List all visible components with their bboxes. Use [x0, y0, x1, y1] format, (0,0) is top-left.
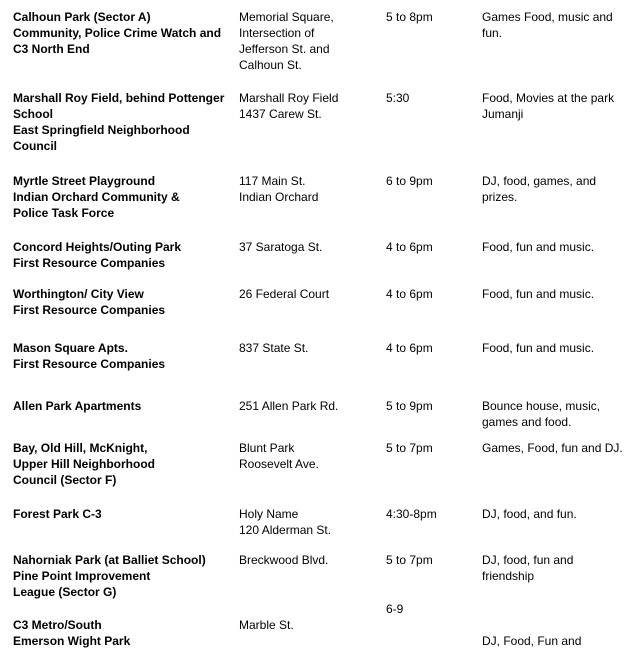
time-cell: 6 to 9pm — [386, 174, 433, 188]
organization-line: League (Sector G) — [13, 585, 117, 599]
organization-line: Calhoun Park (Sector A) — [13, 10, 151, 24]
activities-cell: DJ, food, fun and friendship — [482, 553, 574, 583]
organization-line: Worthington/ City View — [13, 287, 144, 301]
location-line: Intersection of — [239, 26, 315, 40]
organization-line: Myrtle Street Playground — [13, 174, 156, 188]
organization-line: Emerson Wight Park — [13, 634, 131, 648]
location-line: Jefferson St. and — [239, 42, 330, 56]
time-cell: 6-9 — [386, 602, 404, 616]
organization-line: Council — [13, 139, 57, 153]
organization-line: Pine Point Improvement — [13, 569, 151, 583]
organization-line: Council (Sector F) — [13, 473, 117, 487]
organization-line: Marshall Roy Field, behind Pottenger — [13, 91, 225, 105]
organization-cell — [13, 286, 235, 318]
organization-line: Upper Hill Neighborhood — [13, 457, 155, 471]
location-cell — [239, 9, 379, 73]
activities-cell: Food, fun and music. — [482, 341, 595, 355]
organization-cell — [13, 239, 235, 271]
location-line: Roosevelt Ave. — [239, 457, 319, 471]
organization-cell — [13, 90, 235, 154]
organization-line: Indian Orchard Community & — [13, 190, 180, 204]
organization-line: School — [13, 107, 54, 121]
organization-line: Police Task Force — [13, 206, 115, 220]
activities-cell: Food, fun and music. — [482, 287, 595, 301]
location-line: Memorial Square, — [239, 10, 334, 24]
location-line: 37 Saratoga St. — [239, 240, 323, 254]
activities-cell: Food, Movies at the park Jumanji — [482, 91, 615, 121]
location-line: 26 Federal Court — [239, 287, 330, 301]
organization-cell — [13, 617, 235, 649]
organization-line: C3 Metro/South — [13, 618, 102, 632]
location-line: Indian Orchard — [239, 190, 319, 204]
location-line: Calhoun St. — [239, 58, 302, 72]
location-cell — [239, 617, 379, 633]
location-cell — [239, 90, 379, 122]
organization-line: Bay, Old Hill, McKnight, — [13, 441, 148, 455]
location-line: Holy Name — [239, 507, 299, 521]
location-cell — [239, 440, 379, 472]
location-line: 117 Main St. — [239, 174, 306, 188]
organization-cell — [13, 506, 235, 522]
time-cell: 5 to 7pm — [386, 553, 433, 567]
location-cell — [239, 239, 379, 255]
location-line: 1437 Carew St. — [239, 107, 322, 121]
location-cell — [239, 398, 379, 414]
location-cell — [239, 340, 379, 356]
activities-cell: Food, fun and music. — [482, 240, 595, 254]
time-cell: 5 to 7pm — [386, 441, 433, 455]
organization-line: First Resource Companies — [13, 303, 166, 317]
time-cell: 4 to 6pm — [386, 240, 433, 254]
location-line: 251 Allen Park Rd. — [239, 399, 339, 413]
time-cell: 4 to 6pm — [386, 341, 433, 355]
organization-cell — [13, 340, 235, 372]
time-cell: 5 to 9pm — [386, 399, 433, 413]
activities-cell: Games, Food, fun and DJ. — [482, 441, 623, 455]
organization-cell — [13, 552, 235, 600]
organization-cell — [13, 173, 235, 221]
time-cell: 5 to 8pm — [386, 10, 433, 24]
location-line: Breckwood Blvd. — [239, 553, 329, 567]
organization-cell — [13, 440, 235, 488]
location-cell — [239, 286, 379, 302]
time-cell: 4:30-8pm — [386, 507, 437, 521]
organization-line: Forest Park C-3 — [13, 507, 102, 521]
activities-cell: Games Food, music and fun. — [482, 10, 613, 40]
location-cell — [239, 173, 379, 205]
activities-cell: DJ, Food, Fun and — [482, 634, 582, 648]
location-line: Blunt Park — [239, 441, 295, 455]
time-cell: 5:30 — [386, 91, 410, 105]
organization-line: Mason Square Apts. — [13, 341, 128, 355]
location-cell — [239, 506, 379, 538]
organization-line: Allen Park Apartments — [13, 399, 142, 413]
organization-cell — [13, 398, 235, 414]
organization-line: First Resource Companies — [13, 357, 166, 371]
organization-line: Nahorniak Park (at Balliet School) — [13, 553, 206, 567]
activities-cell: Bounce house, music, games and food. — [482, 399, 601, 429]
time-cell: 4 to 6pm — [386, 287, 433, 301]
location-line: 837 State St. — [239, 341, 309, 355]
location-line: Marshall Roy Field — [239, 91, 339, 105]
organization-line: First Resource Companies — [13, 256, 166, 270]
organization-cell — [13, 9, 235, 57]
organization-line: C3 North End — [13, 42, 90, 56]
location-cell — [239, 552, 379, 568]
activities-cell: DJ, food, games, and prizes. — [482, 174, 597, 204]
location-line: 120 Alderman St. — [239, 523, 332, 537]
organization-line: East Springfield Neighborhood — [13, 123, 190, 137]
location-line: Marble St. — [239, 618, 294, 632]
organization-line: Concord Heights/Outing Park — [13, 240, 182, 254]
organization-line: Community, Police Crime Watch and — [13, 26, 222, 40]
activities-cell: DJ, food, and fun. — [482, 507, 577, 521]
